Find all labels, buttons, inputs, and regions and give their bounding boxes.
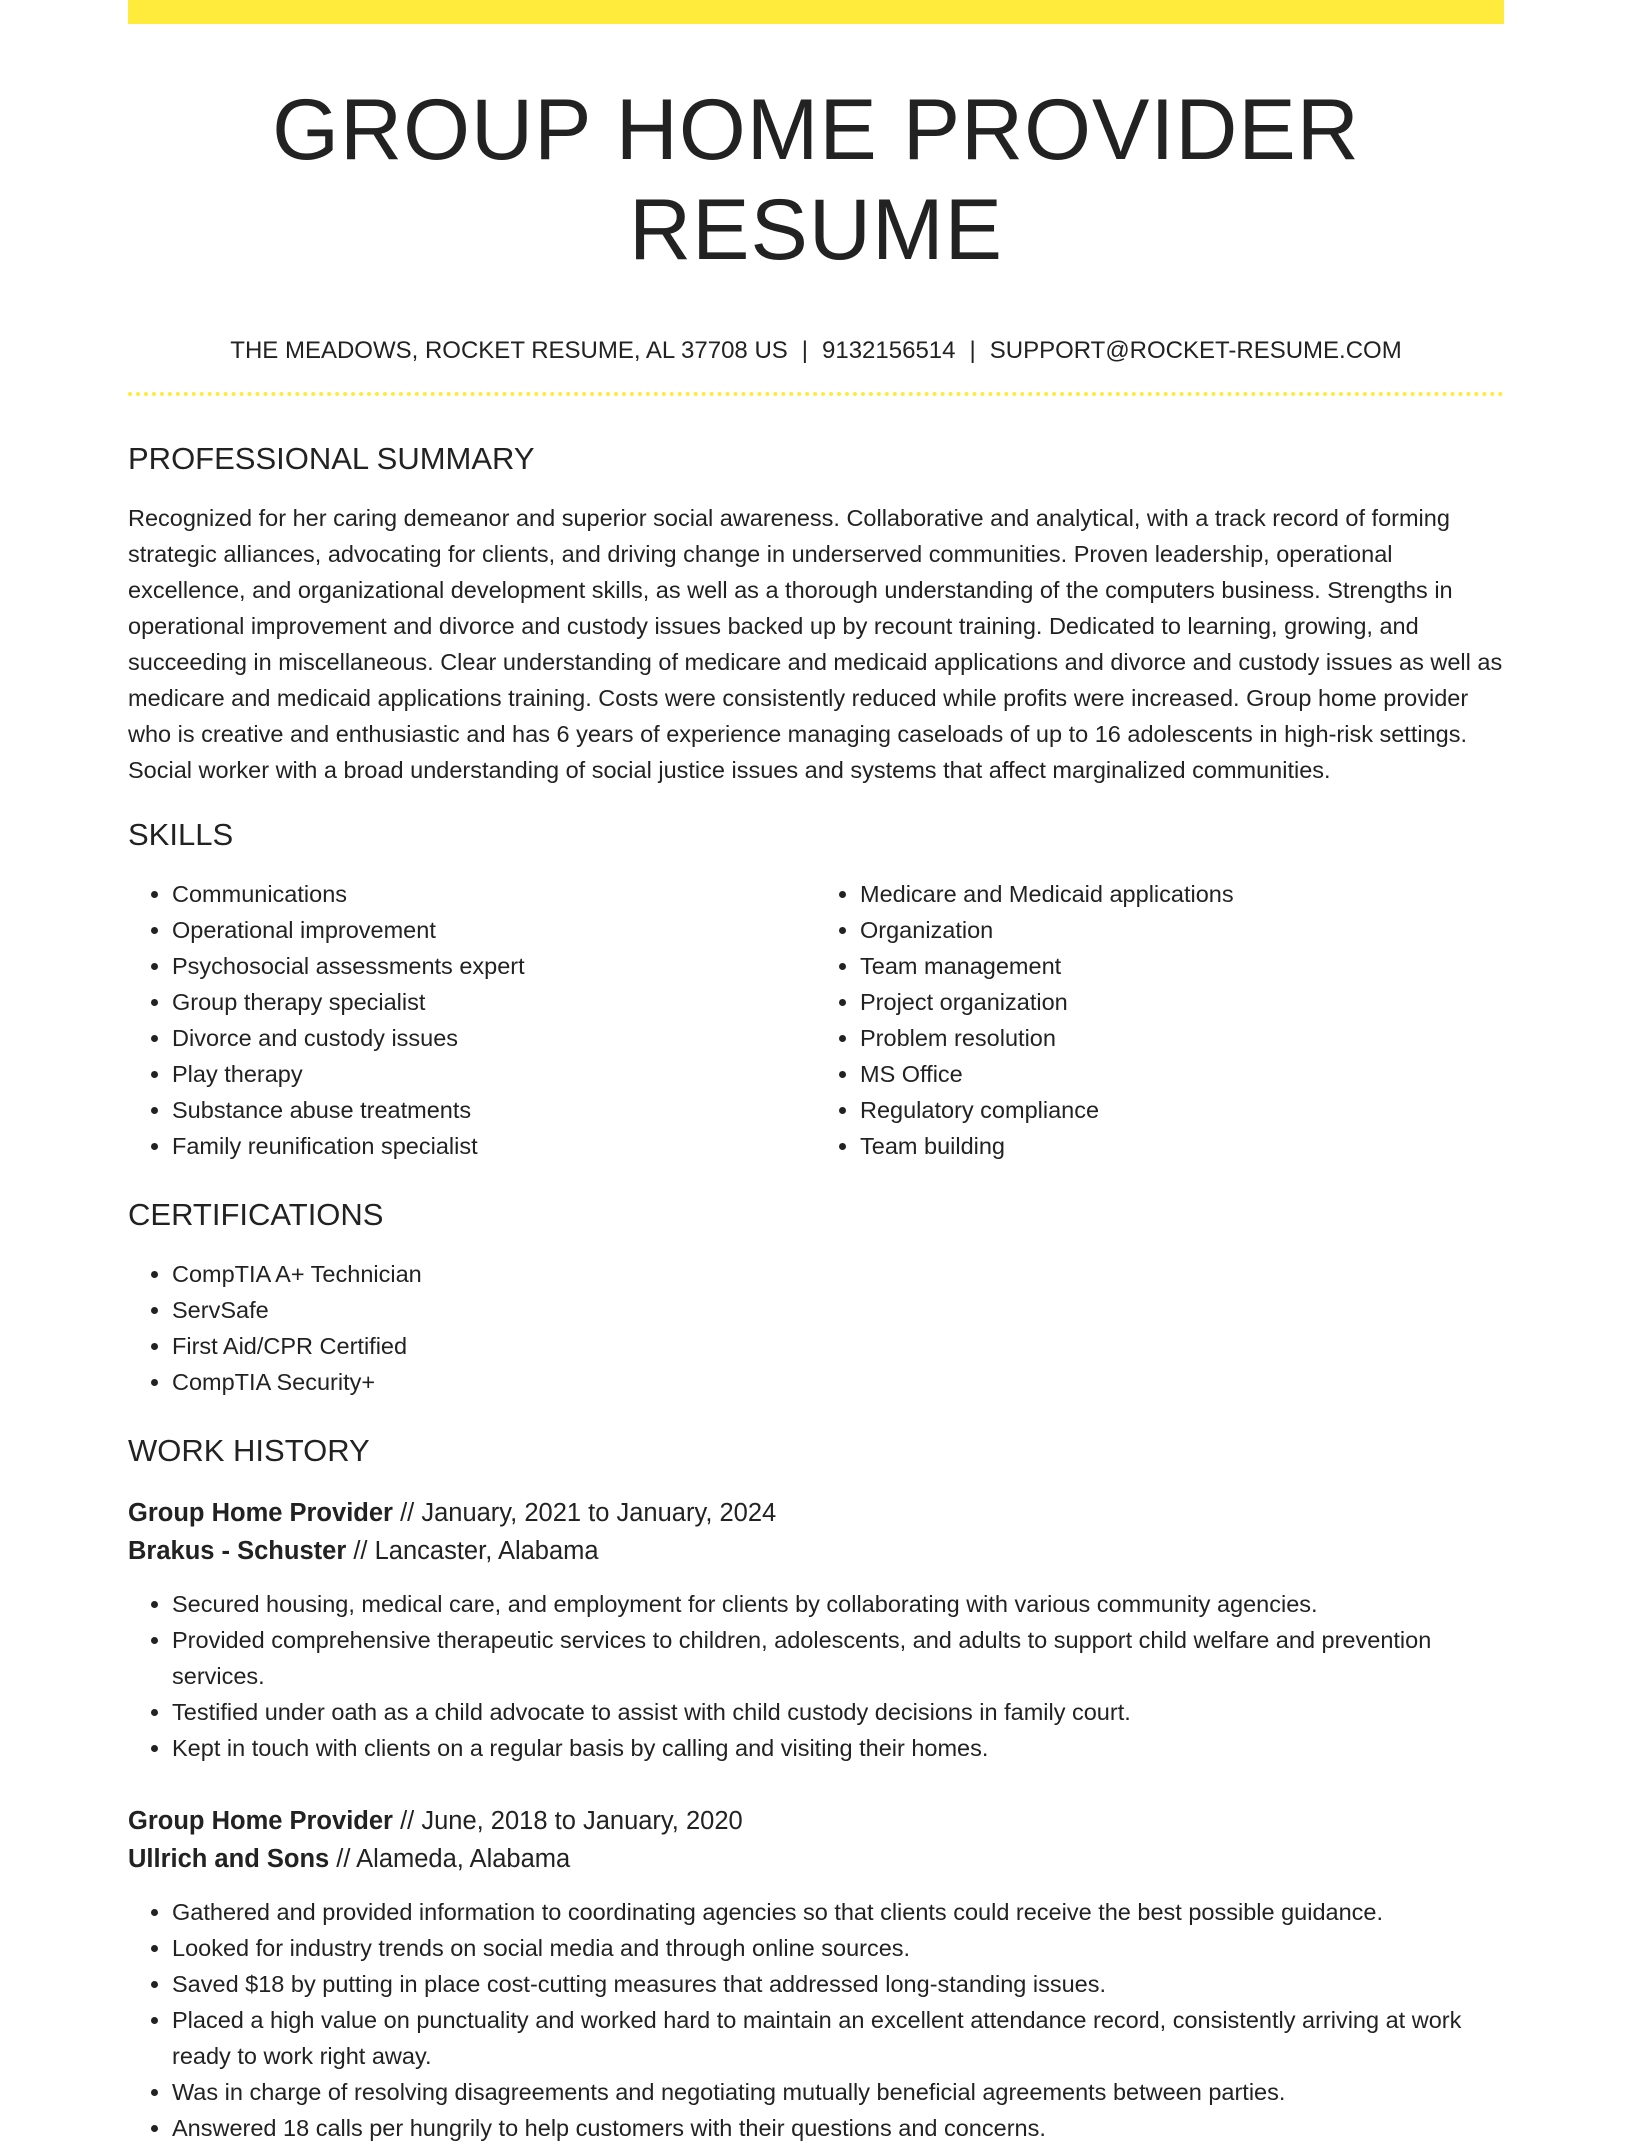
certifications-heading: CERTIFICATIONS <box>128 1197 384 1232</box>
separator: | <box>969 337 976 364</box>
skill-item: • Play therapy <box>172 1056 816 1092</box>
job-bullet: • Gathered and provided information to coordinating agencies so that clients could receive the best possible guidance. <box>172 1894 1504 1930</box>
separator: | <box>801 337 809 364</box>
job-bullet: • Was in charge of resolving disagreements and negotiating mutually beneficial agreements between parties. <box>172 2074 1504 2110</box>
work-history-heading: WORK HISTORY <box>128 1433 370 1468</box>
certification-item: • ServSafe <box>172 1292 1504 1328</box>
certification-item: • CompTIA A+ Technician <box>172 1256 1504 1292</box>
dotted-divider <box>128 392 1504 396</box>
separator: // <box>400 1499 415 1527</box>
skill-item: • Problem resolution <box>860 1020 1504 1056</box>
job-entry <box>128 1494 1504 1766</box>
skill-item: • Medicare and Medicaid applications <box>860 876 1504 912</box>
skill-item: • Team building <box>860 1128 1504 1164</box>
job-entry <box>128 1802 1504 2146</box>
skill-item: • Family reunification specialist <box>172 1128 816 1164</box>
job-company: Brakus - Schuster <box>128 1537 347 1565</box>
skill-item: • Communications <box>172 876 816 912</box>
skill-item: • MS Office <box>860 1056 1504 1092</box>
job-location: Lancaster, Alabama <box>374 1537 599 1565</box>
skill-item: • Substance abuse treatments <box>172 1092 816 1128</box>
contact-line <box>128 336 1504 366</box>
job-company-line <box>128 1532 1504 1570</box>
summary-heading: PROFESSIONAL SUMMARY <box>128 441 535 476</box>
job-location: Alameda, Alabama <box>356 1845 571 1873</box>
separator: // <box>336 1845 351 1873</box>
certification-item: • First Aid/CPR Certified <box>172 1328 1504 1364</box>
skill-item: • Team management <box>860 948 1504 984</box>
job-bullets <box>128 1894 1504 2146</box>
separator: // <box>400 1807 415 1835</box>
job-dates: January, 2021 to January, 2024 <box>421 1499 777 1527</box>
job-role-line <box>128 1802 1504 1840</box>
skill-item: • Regulatory compliance <box>860 1092 1504 1128</box>
job-bullet: • Saved $18 by putting in place cost-cutting measures that addressed long-standing issues. <box>172 1966 1504 2002</box>
work-history-list <box>128 1494 1504 2146</box>
job-bullets <box>128 1586 1504 1766</box>
job-company: Ullrich and Sons <box>128 1845 330 1873</box>
job-dates: June, 2018 to January, 2020 <box>421 1807 743 1835</box>
job-role: Group Home Provider <box>128 1499 393 1527</box>
skills-columns <box>128 876 1504 1164</box>
skill-item: • Group therapy specialist <box>172 984 816 1020</box>
separator: // <box>353 1537 368 1565</box>
job-role-line <box>128 1494 1504 1532</box>
phone: 9132156514 <box>822 337 956 364</box>
certification-item: • CompTIA Security+ <box>172 1364 1504 1400</box>
certifications-list <box>128 1256 1504 1400</box>
skills-heading: SKILLS <box>128 817 234 852</box>
summary-text: Recognized for her caring demeanor and superior social awareness. Collaborative and analytical, with a track record of forming strategic alliances, advocating for clients, and driving change in underserved communities. Proven leadership, operational excellence, and organizational development skills, as well as a thorough understanding of the computers business. Strengths in operational improvement and divorce and custody issues backed up by recount training. Dedicated to learning, growing, and succeeding in miscellaneous. Clear understanding of medicare and medicaid applications and divorce and custody issues as well as medicare and medicaid applications training. Costs were consistently reduced while profits were increased. Group home provider who is creative and enthusiastic and has 6 years of experience managing caseloads of up to 16 adolescents in high-risk settings. Social worker with a broad understanding of social justice issues and systems that affect marginalized communities. <box>128 505 1503 783</box>
skill-item: • Operational improvement <box>172 912 816 948</box>
skills-list-left <box>128 876 816 1164</box>
job-role: Group Home Provider <box>128 1807 393 1835</box>
job-bullet: • Secured housing, medical care, and employment for clients by collaborating with various community agencies. <box>172 1586 1504 1622</box>
skill-item: • Psychosocial assessments expert <box>172 948 816 984</box>
top-accent-bar <box>128 0 1504 24</box>
email: SUPPORT@ROCKET-RESUME.COM <box>989 337 1402 364</box>
address: THE MEADOWS, ROCKET RESUME, AL 37708 US <box>230 337 788 364</box>
skill-item: • Divorce and custody issues <box>172 1020 816 1056</box>
job-bullet: • Placed a high value on punctuality and worked hard to maintain an excellent attendance record, consistently arriving at work ready to work right away. <box>172 2002 1504 2074</box>
job-bullet: • Kept in touch with clients on a regular basis by calling and visiting their homes. <box>172 1730 1504 1766</box>
job-company-line <box>128 1840 1504 1878</box>
resume-content <box>128 24 1504 2146</box>
job-bullet: • Looked for industry trends on social media and through online sources. <box>172 1930 1504 1966</box>
skill-item: • Organization <box>860 912 1504 948</box>
job-bullet: • Provided comprehensive therapeutic services to children, adolescents, and adults to support child welfare and prevention services. <box>172 1622 1504 1694</box>
job-bullet: • Answered 18 calls per hungrily to help customers with their questions and concerns. <box>172 2110 1504 2146</box>
resume-title: GROUP HOME PROVIDER RESUME <box>272 82 1360 278</box>
job-bullet: • Testified under oath as a child advocate to assist with child custody decisions in family court. <box>172 1694 1504 1730</box>
skill-item: • Project organization <box>860 984 1504 1020</box>
skills-list-right <box>816 876 1504 1164</box>
